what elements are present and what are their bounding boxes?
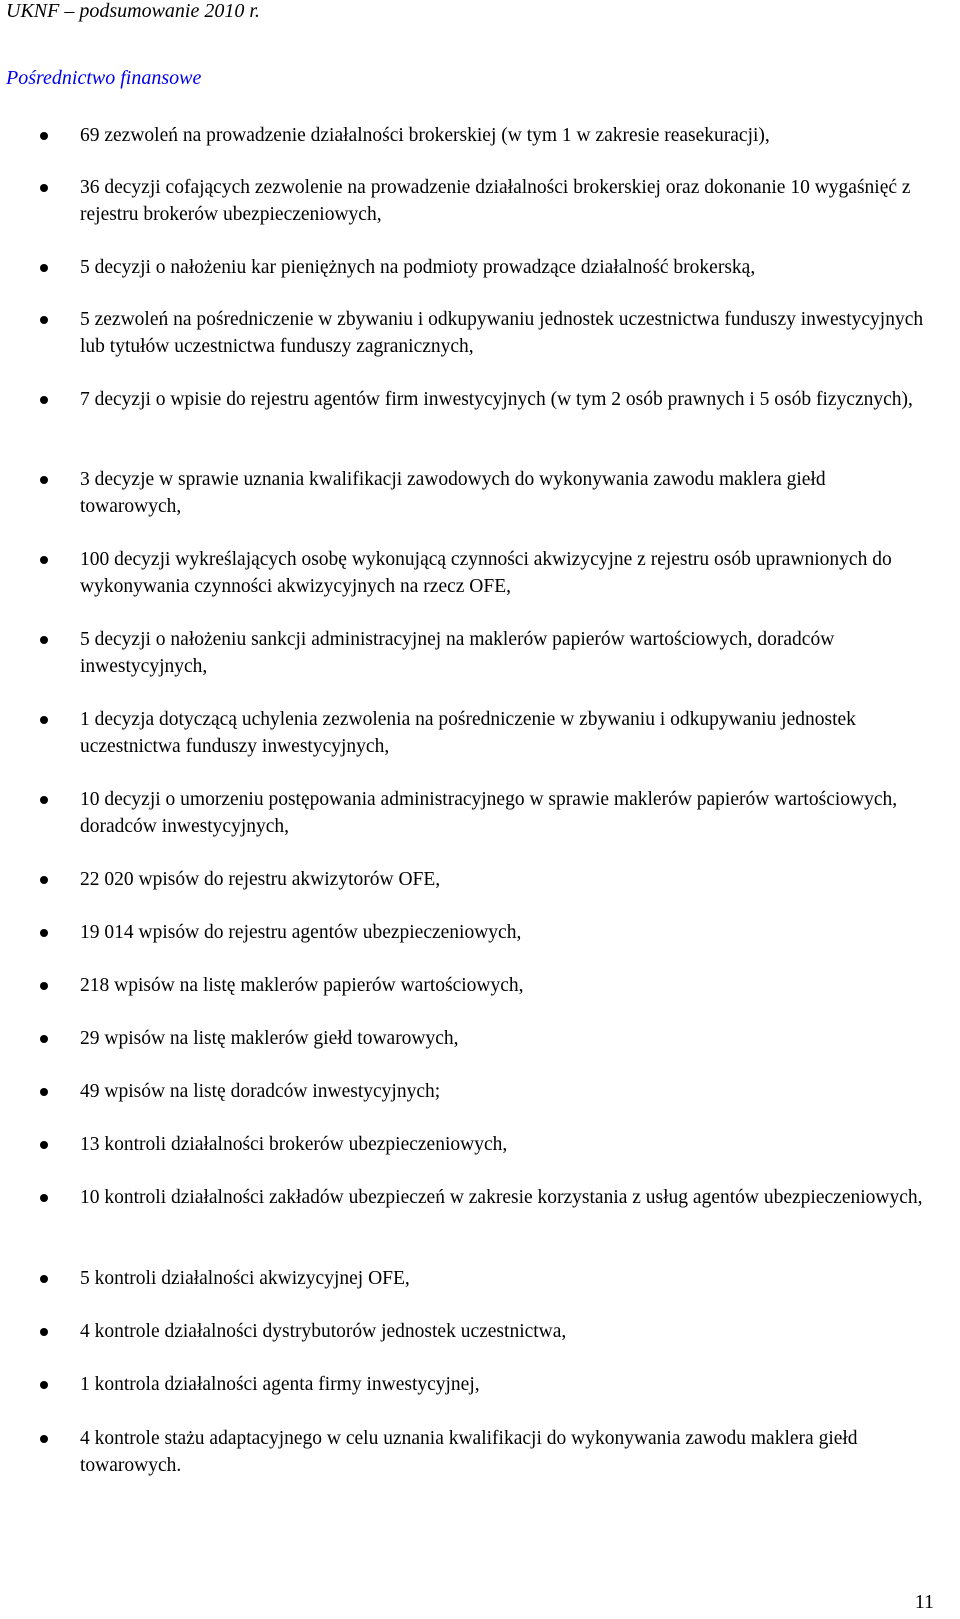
- bullet-icon: [40, 1435, 48, 1443]
- bullet-icon: [40, 396, 48, 404]
- list-item-text: 49 wpisów na listę doradców inwestycyjnych;: [80, 1081, 441, 1102]
- list-item-text: 7 decyzji o wpisie do rejestru agentów firm inwestycyjnych (w tym 2 osób prawnych i 5 osób fizycznych),: [80, 389, 913, 410]
- bullet-icon: [40, 1275, 48, 1283]
- bullet-icon: [40, 184, 48, 192]
- list-item-text: 13 kontroli działalności brokerów ubezpieczeniowych,: [80, 1134, 508, 1155]
- running-header: UKNF – podsumowanie 2010 r.: [6, 0, 260, 22]
- bullet-icon: [40, 476, 48, 484]
- list-item-text: 5 kontroli działalności akwizycyjnej OFE,: [80, 1268, 410, 1289]
- bullet-icon: [40, 876, 48, 884]
- bullet-icon: [40, 1088, 48, 1096]
- bullet-icon: [40, 132, 48, 140]
- list-item-text: 69 zezwoleń na prowadzenie działalności brokerskiej (w tym 1 w zakresie reasekuracji),: [80, 125, 770, 146]
- section-title: Pośrednictwo finansowe: [6, 67, 202, 89]
- list-item-text: 3 decyzje w sprawie uznania kwalifikacji zawodowych do wykonywania zawodu maklera giełd towarowych,: [80, 469, 826, 517]
- bullet-icon: [40, 1381, 48, 1389]
- bullet-icon: [40, 264, 48, 272]
- bullet-icon: [40, 716, 48, 724]
- list-item-text: 22 020 wpisów do rejestru akwizytorów OFE,: [80, 869, 441, 890]
- list-item-text: 19 014 wpisów do rejestru agentów ubezpieczeniowych,: [80, 922, 522, 943]
- list-item-text: 1 kontrola działalności agenta firmy inwestycyjnej,: [80, 1374, 480, 1395]
- list-item-text: 10 decyzji o umorzeniu postępowania administracyjnego w sprawie maklerów papierów wartościowych, doradców inwestycyjnych,: [80, 789, 898, 837]
- bullet-icon: [40, 556, 48, 564]
- list-item-text: 100 decyzji wykreślających osobę wykonującą czynności akwizycyjne z rejestru osób uprawnionych do wykonywania czynności akwizycyjnych na rzecz OFE,: [80, 549, 892, 597]
- list-item-text: 10 kontroli działalności zakładów ubezpieczeń w zakresie korzystania z usług agentów ubezpieczeniowych,: [80, 1187, 923, 1208]
- list-item-text: 29 wpisów na listę maklerów giełd towarowych,: [80, 1028, 459, 1049]
- list-item-text: 4 kontrole działalności dystrybutorów jednostek uczestnictwa,: [80, 1321, 567, 1342]
- bullet-icon: [40, 796, 48, 804]
- bullet-icon: [40, 636, 48, 644]
- list-item-text: 5 decyzji o nałożeniu sankcji administracyjnej na maklerów papierów wartościowych, doradców inwestycyjnych,: [80, 629, 835, 677]
- list-item-text: 5 decyzji o nałożeniu kar pieniężnych na podmioty prowadzące działalność brokerską,: [80, 257, 756, 278]
- bullet-icon: [40, 1194, 48, 1202]
- list-item-text: 4 kontrole stażu adaptacyjnego w celu uznania kwalifikacji do wykonywania zawodu maklera giełd towarowych.: [80, 1428, 858, 1476]
- bullet-icon: [40, 316, 48, 324]
- list-item-text: 1 decyzja dotyczącą uchylenia zezwolenia na pośredniczenie w zbywaniu i odkupywaniu jednostek uczestnictwa funduszy inwestycyjnych,: [80, 709, 856, 757]
- list-item-text: 218 wpisów na listę maklerów papierów wartościowych,: [80, 975, 524, 996]
- bullet-icon: [40, 982, 48, 990]
- list-item-text: 5 zezwoleń na pośredniczenie w zbywaniu i odkupywaniu jednostek uczestnictwa funduszy inwestycyjnych lub tytułów uczestnictwa funduszy zagranicznych,: [80, 309, 924, 357]
- list-item-text: 36 decyzji cofających zezwolenie na prowadzenie działalności brokerskiej oraz dokonanie 10 wygaśnięć z rejestru brokerów ubezpieczeniowych,: [80, 177, 911, 225]
- page-number: 11: [914, 1591, 934, 1613]
- bullet-icon: [40, 1328, 48, 1336]
- bullet-icon: [40, 929, 48, 937]
- bullet-icon: [40, 1035, 48, 1043]
- bullet-icon: [40, 1141, 48, 1149]
